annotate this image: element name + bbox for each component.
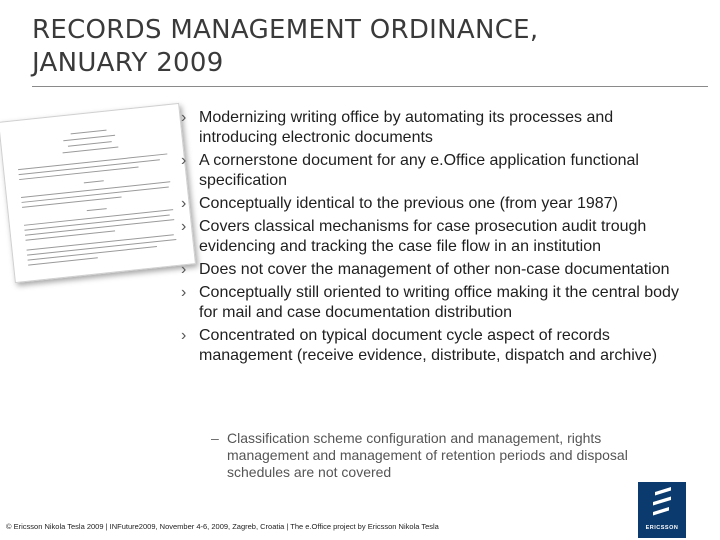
bullet-item [181, 217, 681, 257]
document-thumbnail [0, 98, 200, 288]
bullet-text: Modernizing writing office by automating its processes and introducing electronic documents [199, 109, 614, 146]
title-line-1: RECORDS MANAGEMENT ORDINANCE, [32, 15, 539, 45]
bullet-item [181, 326, 681, 366]
bullet-item [181, 283, 681, 323]
ericsson-logo-icon [638, 482, 686, 526]
bullet-marker: › [181, 109, 187, 126]
sub-bullet-list [209, 430, 679, 481]
sub-bullet-item [209, 430, 679, 481]
footer-text: © Ericsson Nikola Tesla 2009 | INFuture2009, November 4-6, 2009, Zagreb, Croatia | The e.Office project by Ericsson Nikola Tesla [6, 522, 439, 531]
bullet-item [181, 151, 681, 191]
document-page-image [0, 103, 196, 283]
bullet-item [181, 108, 681, 148]
bullet-text: Conceptually still oriented to writing office making it the central body for mail and case documentation distribution [199, 284, 679, 321]
bullet-marker: › [181, 152, 187, 169]
bullet-marker: › [181, 218, 187, 235]
bullet-marker: › [181, 195, 187, 212]
bullet-text: Does not cover the management of other non-case documentation [199, 261, 670, 278]
slide-title [32, 14, 632, 80]
sub-bullet-text: Classification scheme configuration and management, rights management and management of retention periods and disposal schedules are not covered [227, 430, 628, 480]
sub-bullet-marker: – [211, 430, 219, 446]
bullet-marker: › [181, 261, 187, 278]
bullet-item [181, 260, 681, 280]
ericsson-logo [638, 482, 686, 538]
bullet-text: Concentrated on typical document cycle aspect of records management (receive evidence, distribute, dispatch and archive) [199, 327, 658, 364]
logo-text: ERICSSON [645, 525, 679, 531]
title-line-2: JANUARY 2009 [32, 48, 224, 78]
bullet-list [181, 108, 681, 369]
title-divider [32, 86, 708, 87]
bullet-text: A cornerstone document for any e.Office application functional specification [199, 152, 639, 189]
bullet-marker: › [181, 327, 187, 344]
bullet-text: Covers classical mechanisms for case prosecution audit trough evidencing and tracking the case file flow in an institution [199, 218, 647, 255]
bullet-text: Conceptually identical to the previous one (from year 1987) [199, 195, 618, 212]
bullet-item [181, 194, 681, 214]
bullet-marker: › [181, 284, 187, 301]
